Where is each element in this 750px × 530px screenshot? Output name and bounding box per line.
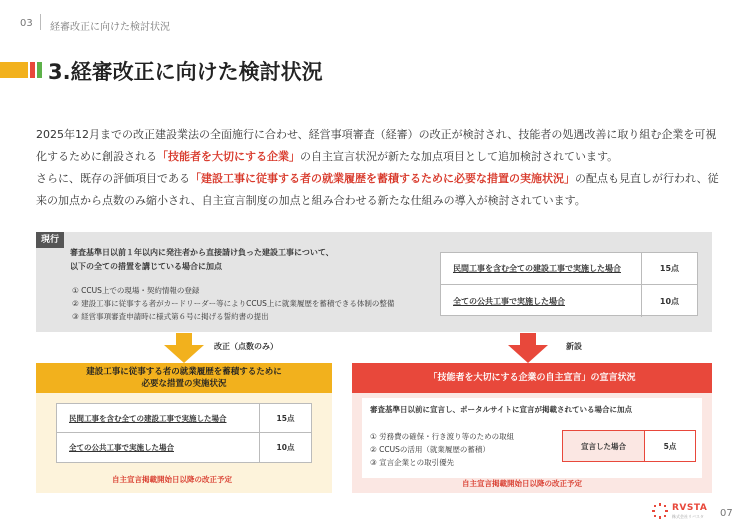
intro-p1-a: 2025年12月までの改正建設業法の全面施行に合わせ、経営事項審査（経審）の改正が検討され、技能者の処遇改善に取り組む企業を可視化するために創設される xyxy=(36,128,717,163)
down-arrow-icon-red xyxy=(508,333,548,363)
score-label: 全ての公共工事で実施した場合 xyxy=(453,296,565,306)
section-title: 経審改正に向けた検討状況 xyxy=(50,22,170,33)
current-measure-list xyxy=(72,284,432,323)
revised-title-line-2: 必要な措置の実施状況 xyxy=(141,379,227,389)
table-row xyxy=(441,253,697,285)
intro-p2-b: の配点も見直しが行われ、従来の加点から点数のみ縮小され、自主宣言制度の加点と組み合わせる新たな仕組みの導入が検討されています。 xyxy=(36,172,719,207)
page-number: 07 xyxy=(720,508,733,519)
score-label: 民間工事を含む全ての建設工事で実施した場合 xyxy=(453,264,621,273)
page-header xyxy=(0,0,750,40)
score-value: 5点 xyxy=(663,441,677,451)
intro-p1-highlight: 「技能者を大切にする企業」 xyxy=(157,150,300,163)
current-heading-line-2: 以下の全ての措置を講じている場合に加点 xyxy=(70,262,222,271)
intro-paragraph-1 xyxy=(36,124,721,168)
new-item-list xyxy=(370,430,514,469)
new-item-score-table xyxy=(562,430,696,462)
new-item-condition: 審査基準日以前に宣言し、ポータルサイトに宣言が掲載されている場合に加点 xyxy=(370,405,632,414)
intro-p1-b: の自主宣言状況が新たな加点項目として追加検討されています。 xyxy=(300,150,619,163)
page-title: 3.経審改正に向けた検討状況 xyxy=(48,60,323,84)
current-measure-item: ① CCUS上での現場・契約情報の登録 xyxy=(72,286,200,295)
intro-text xyxy=(36,124,721,212)
title-bar-yellow xyxy=(0,62,28,78)
current-heading xyxy=(70,246,430,274)
title-bar-green xyxy=(37,62,42,78)
new-label: 新設 xyxy=(566,342,582,351)
revised-panel-title xyxy=(36,363,332,393)
score-label: 民間工事を含む全ての建設工事で実施した場合 xyxy=(69,413,227,423)
title-row xyxy=(0,58,750,88)
company-logo xyxy=(652,501,708,523)
current-measure-item: ③ 経営事項審査申請時に様式第６号に掲げる誓約書の提出 xyxy=(72,312,269,321)
logo-mark-icon xyxy=(652,503,668,519)
revised-score-table xyxy=(56,403,312,463)
current-measure-item: ② 建設工事に従事する者がカードリーダー等によりCCUS上に就業履歴を蓄積できる体制の整備 xyxy=(72,299,395,308)
new-item-entry: ③ 宣言企業との取引優先 xyxy=(370,458,455,467)
header-divider xyxy=(40,14,41,30)
logo-subtext: 株式会社リバスタ xyxy=(672,514,704,519)
current-tag: 現行 xyxy=(36,232,64,248)
score-value: 10点 xyxy=(259,433,311,462)
revised-title-line-1: 建設工事に従事する者の就業履歴を蓄積するために xyxy=(86,367,282,377)
table-row xyxy=(441,285,697,317)
score-value: 10点 xyxy=(641,285,697,317)
table-row xyxy=(57,433,311,462)
score-value: 15点 xyxy=(259,404,311,432)
intro-p2-a: さらに、既存の評価項目である xyxy=(36,172,190,185)
current-heading-line-1: 審査基準日以前１年以内に発注者から直接請け負った建設工事について、 xyxy=(70,248,334,257)
logo-text: RVSTA xyxy=(672,503,708,513)
new-item-entry: ① 労務費の確保・行き渡り等のための取組 xyxy=(370,432,515,441)
new-item-title: 「技能者を大切にする企業の自主宣言」の宣言状況 xyxy=(352,363,712,393)
title-bar-red xyxy=(30,62,35,78)
revision-label: 改正（点数のみ） xyxy=(214,342,278,351)
current-score-table xyxy=(440,252,698,316)
intro-p2-highlight: 「建設工事に従事する者の就業履歴を蓄積するために必要な措置の実施状況」 xyxy=(190,172,575,185)
section-number: 03 xyxy=(20,18,33,29)
down-arrow-icon-yellow xyxy=(164,333,204,363)
new-item-entry: ② CCUSの活用（就業履歴の蓄積） xyxy=(370,445,490,454)
new-item-note: 自主宣言掲載開始日以降の改正予定 xyxy=(462,479,582,488)
score-label: 全ての公共工事で実施した場合 xyxy=(69,443,174,452)
intro-paragraph-2 xyxy=(36,168,721,212)
score-value: 15点 xyxy=(641,253,697,284)
table-row xyxy=(57,404,311,433)
score-label: 宣言した場合 xyxy=(563,431,645,461)
revised-note: 自主宣言掲載開始日以降の改正予定 xyxy=(112,475,232,484)
